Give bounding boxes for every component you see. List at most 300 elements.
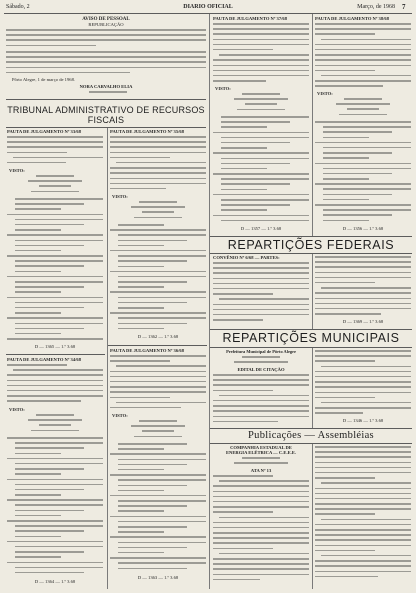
section-rule	[210, 428, 412, 429]
visto-label: VISTO:	[112, 194, 128, 199]
text-line	[110, 152, 206, 154]
company-details	[213, 457, 309, 467]
text-line	[110, 397, 170, 399]
text-line	[242, 457, 280, 459]
paragraph	[315, 350, 411, 417]
text-line	[315, 204, 411, 206]
text-line	[7, 276, 103, 278]
text-line	[118, 234, 206, 236]
text-line	[15, 291, 61, 293]
paragraph	[213, 475, 309, 584]
text-line	[15, 504, 103, 506]
text-line	[118, 526, 187, 528]
text-line	[118, 448, 164, 450]
text-line	[6, 34, 206, 36]
section-subtitle: REPUBLICAÇÃO	[88, 22, 124, 27]
text-line	[31, 191, 79, 193]
text-line	[323, 199, 369, 201]
text-line	[315, 121, 411, 123]
signatures	[110, 201, 206, 222]
text-line	[213, 267, 309, 269]
text-line	[213, 522, 309, 524]
text-line	[213, 80, 266, 82]
text-line	[118, 240, 187, 242]
text-line	[315, 508, 411, 510]
text-line	[118, 552, 164, 554]
text-line	[213, 501, 309, 503]
text-line	[15, 556, 61, 558]
text-line	[221, 137, 309, 139]
text-line	[15, 536, 61, 538]
text-line	[315, 524, 411, 526]
text-line	[321, 287, 411, 289]
text-line	[15, 302, 103, 304]
text-line	[118, 281, 187, 283]
text-line	[323, 220, 369, 222]
case-list	[315, 121, 411, 225]
text-line	[213, 527, 309, 529]
paragraph	[315, 446, 411, 581]
text-line	[213, 511, 273, 513]
paragraph	[6, 29, 206, 50]
section-title: AVISO DE PESSOAL	[82, 17, 130, 22]
text-line	[321, 366, 411, 368]
text-line	[7, 499, 103, 501]
text-line	[315, 355, 411, 357]
text-line	[110, 172, 206, 174]
text-line	[6, 67, 206, 69]
text-line	[118, 255, 206, 257]
paragraph	[6, 51, 206, 77]
text-line	[221, 189, 267, 191]
department-lines	[213, 356, 309, 366]
section-rule	[6, 99, 206, 100]
text-line	[15, 198, 103, 200]
text-line	[315, 550, 375, 552]
text-line	[118, 562, 206, 564]
text-line	[89, 91, 127, 93]
text-line	[237, 109, 285, 111]
text-line	[134, 436, 182, 438]
text-line	[213, 278, 309, 280]
text-line	[7, 374, 103, 376]
text-line	[110, 167, 206, 169]
text-line	[213, 65, 309, 67]
text-line	[7, 562, 103, 564]
text-line	[323, 157, 369, 159]
text-line	[315, 313, 381, 315]
text-line	[315, 571, 411, 573]
text-line	[15, 307, 84, 309]
text-line	[15, 463, 103, 465]
text-line	[221, 199, 309, 201]
text-line	[213, 558, 309, 560]
publication-code: D — 1365 — 1.º 3.68	[34, 344, 76, 349]
text-line	[118, 459, 206, 461]
notice-title: EDITAL DE CITAÇÃO	[237, 367, 285, 372]
text-line	[315, 467, 411, 469]
text-line	[315, 28, 411, 30]
text-line	[110, 407, 181, 409]
text-line	[110, 141, 206, 143]
text-line	[315, 381, 411, 383]
text-line	[323, 152, 392, 154]
text-line	[15, 260, 103, 262]
text-line	[118, 500, 206, 502]
text-line	[118, 505, 187, 507]
text-line	[315, 407, 411, 409]
text-line	[118, 302, 187, 304]
text-line	[7, 479, 103, 481]
act-title: ATA Nº 13	[250, 468, 272, 473]
publication-code: D — 1369 — 1.º 3.68	[342, 319, 384, 324]
text-line	[315, 142, 411, 144]
text-line	[213, 405, 309, 407]
header-date-left: Sábado, 2	[6, 4, 30, 10]
text-line	[15, 271, 61, 273]
text-line	[213, 49, 273, 51]
section-rule	[210, 236, 412, 237]
text-line	[213, 59, 309, 61]
visto-label: VISTO:	[215, 86, 231, 91]
text-line	[15, 312, 61, 314]
text-line	[315, 65, 411, 67]
text-line	[315, 371, 411, 373]
text-line	[7, 297, 103, 299]
text-line	[242, 93, 280, 95]
text-line	[315, 560, 411, 562]
convenio-title: CONVÊNIO Nº 6/68 — PARTES:	[213, 255, 280, 260]
text-line	[15, 286, 84, 288]
text-line	[321, 482, 411, 484]
text-line	[213, 173, 309, 175]
text-line	[213, 379, 309, 381]
text-line	[315, 545, 411, 547]
text-line	[118, 260, 187, 262]
text-line	[7, 437, 103, 439]
text-line	[213, 416, 309, 418]
text-line	[221, 158, 309, 160]
text-line	[213, 39, 309, 41]
text-line	[116, 162, 206, 164]
text-line	[315, 498, 411, 500]
text-line	[13, 157, 103, 159]
text-line	[213, 390, 273, 392]
text-line	[15, 510, 84, 512]
text-line	[315, 33, 375, 35]
section-rule	[210, 347, 412, 348]
pauta-title: PAUTA DE JULGAMENTO Nº 34/68	[7, 357, 81, 362]
text-line	[315, 386, 411, 388]
signatures	[315, 98, 411, 119]
text-line	[110, 291, 206, 293]
text-line	[118, 485, 187, 487]
text-line	[110, 312, 206, 314]
text-line	[221, 163, 290, 165]
text-line	[213, 28, 309, 30]
text-line	[213, 506, 309, 508]
text-line	[221, 220, 309, 222]
text-line	[7, 385, 103, 387]
text-line	[118, 443, 187, 445]
text-line	[118, 323, 187, 325]
text-line	[221, 126, 267, 128]
text-line	[213, 283, 309, 285]
text-line	[213, 491, 309, 493]
publication-code: D — 1356 — 1.º 3.68	[342, 226, 384, 231]
text-line	[323, 209, 411, 211]
text-line	[213, 421, 278, 423]
page-number: 7	[402, 2, 406, 11]
text-line	[118, 297, 206, 299]
text-line	[315, 54, 411, 56]
text-line	[315, 462, 411, 464]
text-line	[7, 541, 103, 543]
text-line	[110, 557, 206, 559]
text-line	[15, 468, 84, 470]
text-line	[142, 211, 175, 213]
text-line	[110, 360, 170, 362]
text-line	[118, 328, 164, 330]
text-line	[219, 553, 309, 555]
text-line	[219, 395, 309, 397]
text-line	[315, 503, 411, 505]
text-line	[118, 469, 164, 471]
text-line	[315, 70, 375, 72]
text-line	[6, 51, 206, 53]
text-line	[213, 44, 309, 46]
section-rule	[6, 127, 206, 128]
text-line	[213, 319, 263, 321]
text-line	[315, 183, 411, 185]
text-line	[7, 395, 103, 397]
signatures	[7, 414, 103, 435]
text-line	[315, 576, 378, 578]
text-line	[347, 108, 380, 110]
text-line	[315, 350, 411, 352]
text-line	[142, 430, 175, 432]
text-line	[315, 277, 411, 279]
text-line	[213, 400, 309, 402]
text-line	[15, 219, 103, 221]
text-line	[221, 178, 309, 180]
text-line	[213, 75, 309, 77]
text-line	[118, 224, 164, 226]
text-line	[219, 480, 309, 482]
text-line	[116, 365, 206, 367]
text-line	[110, 178, 206, 180]
text-line	[315, 539, 411, 541]
text-line	[118, 521, 206, 523]
text-line	[15, 265, 84, 267]
text-line	[6, 45, 96, 47]
text-line	[118, 266, 164, 268]
text-line	[7, 338, 103, 340]
text-line	[315, 298, 411, 300]
text-line	[213, 574, 309, 576]
text-line	[323, 147, 411, 149]
text-line	[323, 126, 411, 128]
text-line	[15, 245, 84, 247]
paragraph	[315, 23, 411, 90]
text-line	[242, 356, 280, 358]
pauta-title: PAUTA DE JULGAMENTO Nº 35/68	[110, 129, 184, 134]
text-line	[213, 23, 309, 25]
text-line	[118, 547, 187, 549]
text-line	[6, 39, 206, 41]
text-line	[118, 245, 164, 247]
text-line	[28, 180, 82, 182]
company-name-line2: ENERGIA ELÉTRICA — C.E.E.E.	[225, 450, 297, 455]
text-line	[234, 361, 288, 363]
paragraph	[213, 23, 309, 85]
newspaper-title: DIARIO OFICIAL	[183, 4, 233, 10]
column-rule	[312, 253, 313, 329]
text-line	[315, 565, 411, 567]
text-line	[131, 206, 185, 208]
text-line	[118, 490, 164, 492]
text-line	[110, 136, 206, 138]
case-list	[7, 198, 103, 343]
text-line	[118, 464, 187, 466]
section-rule	[108, 345, 207, 346]
text-line	[336, 103, 390, 105]
text-line	[213, 579, 260, 581]
pauta-title: PAUTA DE JULGAMENTO Nº 33/68	[7, 129, 81, 134]
text-line	[315, 85, 383, 87]
section-heading: Publicações — Assembléias	[248, 430, 374, 441]
text-line	[315, 303, 411, 305]
text-line	[221, 204, 290, 206]
text-line	[219, 298, 309, 300]
pauta-title: PAUTA DE JULGAMENTO Nº 37/68	[213, 16, 287, 21]
text-line	[213, 475, 273, 477]
text-line	[213, 288, 309, 290]
text-line	[213, 485, 309, 487]
text-line	[321, 39, 411, 41]
text-line	[110, 376, 206, 378]
text-line	[13, 369, 103, 371]
text-line	[15, 281, 103, 283]
text-line	[31, 430, 79, 432]
text-line	[110, 453, 206, 455]
text-line	[139, 201, 177, 203]
text-line	[315, 59, 411, 61]
text-line	[110, 271, 206, 273]
text-line	[110, 516, 206, 518]
text-line	[118, 317, 206, 319]
text-line	[15, 240, 103, 242]
text-line	[15, 333, 61, 335]
place-date: Pôrto Alegre, 1 de março de 1968.	[12, 77, 76, 82]
text-line	[7, 234, 103, 236]
text-line	[213, 215, 309, 217]
text-line	[15, 473, 61, 475]
text-line	[15, 229, 61, 231]
text-line	[6, 29, 206, 31]
signer-name: NORA CARVALHO ELIA	[79, 84, 133, 89]
column-rule	[312, 14, 313, 236]
text-line	[15, 203, 84, 205]
text-line	[7, 255, 103, 257]
text-line	[118, 479, 206, 481]
pauta-title: PAUTA DE JULGAMENTO Nº 38/68	[315, 16, 389, 21]
text-line	[213, 152, 309, 154]
text-line	[110, 183, 206, 185]
section-heading: REPARTIÇÕES MUNICIPAIS	[222, 331, 400, 345]
text-line	[315, 493, 411, 495]
text-line	[15, 208, 61, 210]
text-line	[315, 308, 411, 310]
text-line	[15, 572, 84, 574]
text-line	[321, 75, 411, 77]
text-line	[6, 61, 206, 63]
text-line	[315, 256, 411, 258]
text-line	[39, 424, 72, 426]
text-line	[118, 531, 164, 533]
text-line	[131, 425, 185, 427]
tribunal-title-line1: TRIBUNAL ADMINISTRATIVO DE RECURSOS	[7, 105, 205, 115]
text-line	[110, 391, 206, 393]
text-line	[213, 70, 309, 72]
text-line	[315, 376, 411, 378]
section-rule	[210, 329, 412, 330]
text-line	[315, 392, 411, 394]
signatures	[213, 93, 309, 114]
text-line	[315, 534, 411, 536]
text-line	[6, 72, 130, 74]
text-line	[15, 224, 84, 226]
text-line	[323, 173, 392, 175]
text-line	[315, 456, 411, 458]
text-line	[15, 525, 103, 527]
text-line	[213, 410, 309, 412]
text-line	[213, 496, 309, 498]
text-line	[7, 520, 103, 522]
text-line	[221, 168, 267, 170]
paragraph	[213, 374, 309, 426]
paragraph	[110, 136, 206, 193]
case-list	[7, 437, 103, 577]
text-line	[213, 384, 309, 386]
signatures	[110, 420, 206, 441]
text-line	[118, 568, 187, 570]
column-rule	[107, 127, 108, 589]
text-line	[28, 419, 82, 421]
text-line	[118, 276, 206, 278]
signer-role	[60, 91, 156, 96]
text-line	[323, 131, 392, 133]
text-line	[315, 80, 411, 82]
text-line	[110, 229, 206, 231]
text-line	[15, 489, 84, 491]
text-line	[221, 183, 290, 185]
text-line	[234, 98, 288, 100]
text-line	[110, 381, 206, 383]
text-line	[315, 472, 411, 474]
text-line	[213, 542, 309, 544]
text-line	[110, 157, 170, 159]
text-line	[139, 420, 177, 422]
text-line	[7, 458, 103, 460]
text-line	[323, 168, 411, 170]
text-line	[213, 132, 309, 134]
text-line	[118, 510, 164, 512]
organization-name: Prefeitura Municipal de Pôrto Alegre	[226, 349, 296, 354]
text-line	[213, 314, 309, 316]
text-line	[15, 328, 84, 330]
text-line	[15, 442, 103, 444]
